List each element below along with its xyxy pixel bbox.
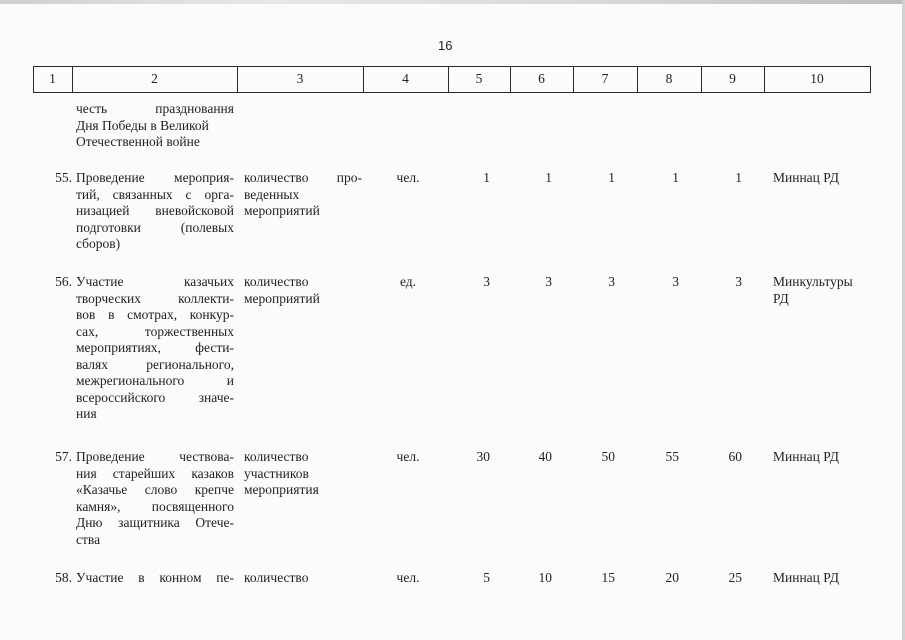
description-line: Проведение мероприя-	[76, 170, 234, 185]
value-cell: 1	[608, 170, 615, 185]
description-line: ния	[76, 406, 97, 421]
page-number: 16	[438, 38, 453, 53]
value-cell: 3	[608, 274, 615, 289]
description-line: низацией вневойсковой	[76, 203, 234, 218]
description-line: всероссийского значе-	[76, 389, 234, 405]
responsible-line: Минкультуры	[773, 274, 853, 289]
row-responsible	[773, 449, 868, 466]
description-line: межрегионального и	[76, 373, 234, 388]
row-number: 56.	[55, 274, 72, 289]
column-header: 4	[402, 71, 409, 86]
row-description	[76, 274, 234, 423]
row-number: 58.	[55, 570, 72, 585]
value-cell: 40	[538, 449, 552, 464]
responsible-line: Миннац РД	[773, 449, 839, 464]
description-line: творческих коллекти-	[76, 290, 234, 306]
indicator-line: количество	[244, 570, 309, 585]
description-line: валях регионального,	[76, 356, 234, 372]
indicator-line: мероприятия	[244, 482, 319, 497]
description-line: тий, связанных с орга-	[76, 186, 234, 202]
value-cell: 55	[665, 449, 679, 464]
row-description	[76, 170, 234, 253]
description-line: сборов)	[76, 236, 121, 251]
value-cell: 3	[545, 274, 552, 289]
description-line: Дня Победы в Великой	[76, 117, 209, 133]
value-cell: 15	[601, 570, 615, 585]
column-header: 8	[665, 71, 673, 86]
value-cell: 20	[665, 570, 679, 585]
indicator-line: мероприятий	[244, 203, 320, 218]
column-header: 9	[729, 71, 736, 86]
value-cell: 10	[538, 570, 552, 585]
description-line: Дню защитника Отече-	[76, 515, 234, 530]
value-cell: 1	[735, 170, 742, 185]
value-cell: 30	[476, 449, 490, 464]
description-line: подготовки (полевых	[76, 219, 234, 235]
indicator-line: участников	[244, 465, 309, 481]
value-cell: 3	[735, 274, 742, 289]
value-cell: 1	[483, 170, 490, 185]
column-header: 6	[538, 71, 545, 86]
row-responsible	[773, 570, 868, 587]
value-cell: 50	[601, 449, 615, 464]
value-cell: 60	[728, 449, 742, 464]
description-line: Отечественной войне	[76, 134, 200, 149]
description-line: камня», посвященного	[76, 498, 234, 514]
row-indicator	[244, 449, 362, 499]
description-line: сах, торжественных	[76, 323, 234, 339]
description-line: «Казачье слово крепче	[76, 482, 234, 497]
description-line: ства	[76, 531, 101, 547]
column-header: 10	[810, 71, 824, 86]
responsible-line: Миннац РД	[773, 570, 839, 585]
value-cell: 1	[672, 170, 679, 185]
value-cell: 5	[483, 570, 490, 585]
indicator-line: мероприятий	[244, 290, 320, 306]
row-number: 57.	[55, 449, 72, 464]
value-cell: 1	[545, 170, 552, 185]
row-unit: чел.	[396, 570, 420, 585]
indicator-line: количество	[244, 449, 309, 464]
indicator-line: количество про-	[244, 170, 362, 185]
row-description	[76, 570, 234, 587]
column-header: 1	[49, 71, 56, 86]
column-header: 3	[296, 71, 304, 86]
column-header: 2	[151, 71, 158, 86]
header-divider	[870, 66, 871, 92]
description-line: Проведение чествова-	[76, 449, 234, 464]
row-responsible	[773, 170, 868, 187]
row-responsible	[773, 274, 868, 307]
row-description	[76, 449, 234, 548]
row-unit: чел.	[396, 449, 420, 464]
description-line: вов в смотрах, конкур-	[76, 307, 234, 322]
description-line: ния старейших казаков	[76, 465, 234, 481]
column-header: 7	[601, 71, 609, 86]
header-top-rule	[33, 66, 871, 67]
description-line: честь праздновання	[76, 101, 234, 116]
value-cell: 25	[728, 570, 742, 585]
description-line: мероприятиях, фести-	[76, 340, 234, 355]
indicator-line: веденных	[244, 186, 300, 202]
header-bottom-rule	[33, 92, 871, 93]
description-line: Участие в конном пе-	[76, 570, 234, 585]
row-indicator	[244, 570, 362, 587]
row-unit: ед.	[399, 274, 417, 289]
value-cell: 3	[483, 274, 490, 289]
row-unit: чел.	[396, 170, 420, 185]
column-header: 5	[475, 71, 483, 86]
continuation-description	[76, 101, 234, 151]
scan-edge-top	[0, 0, 905, 4]
responsible-line: Миннац РД	[773, 170, 839, 185]
row-indicator	[244, 170, 362, 220]
responsible-line: РД	[773, 290, 789, 306]
row-indicator	[244, 274, 362, 307]
value-cell: 3	[672, 274, 679, 289]
row-number: 55.	[55, 170, 72, 185]
indicator-line: количество	[244, 274, 309, 289]
description-line: Участие казачьих	[76, 274, 234, 289]
